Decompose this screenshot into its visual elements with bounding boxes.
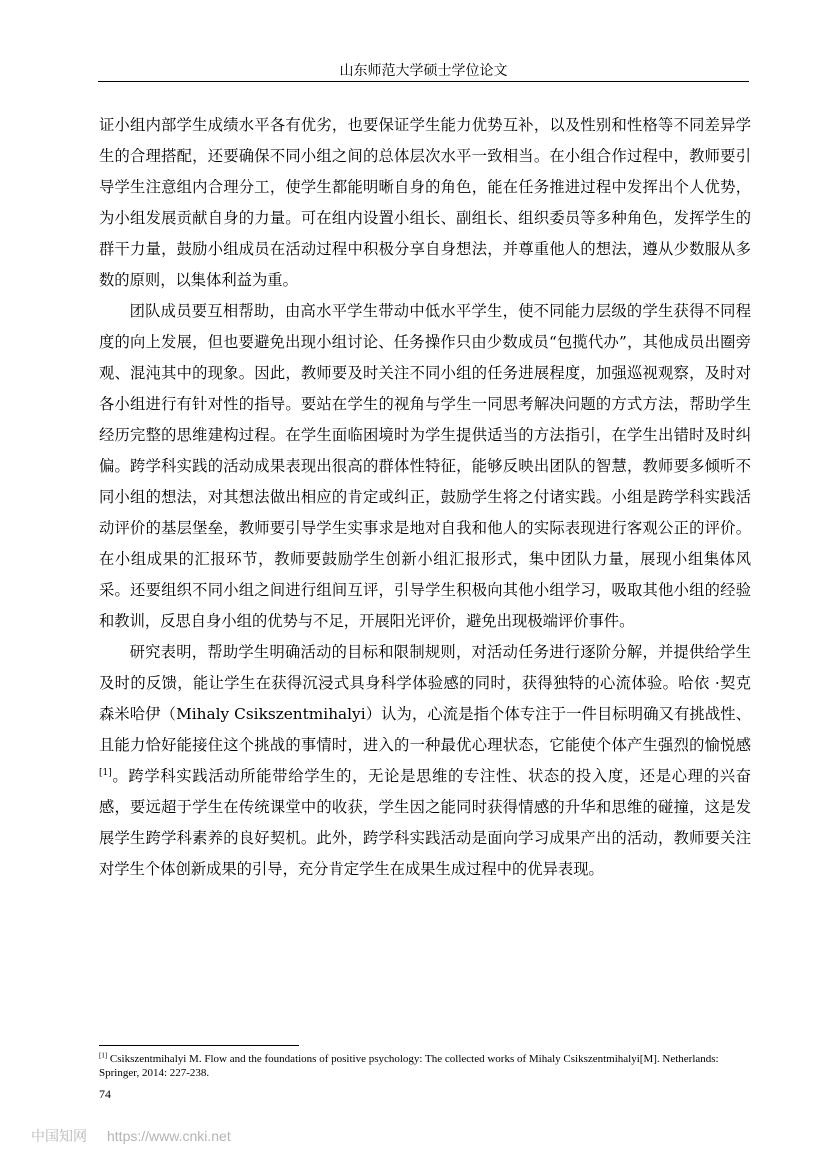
paragraph-2: 团队成员要互相帮助，由高水平学生带动中低水平学生，使不同能力层级的学生获得不同程度的向上发展，但也要避免出现小组讨论、任务操作只由少数成员“包揽代办”，其他成员出圈旁观、混沌其中的现象。因此，教师要及时关注不同小组的任务进展程度，加强巡视观察，及时对各小组进行有针对性的指导。要站在学生的视角与学生一同思考解决问题的方式方法，帮助学生经历完整的思维建构过程。在学生面临困境时为学生提供适当的方法指引，在学生出错时及时纠偏。跨学科实践的活动成果表现出很高的群体性特征，能够反映出团队的智慧，教师要多倾听不同小组的想法，对其想法做出相应的肯定或纠正，鼓励学生将之付诸实践。小组是跨学科实践活动评价的基层堡垒，教师要引导学生实事求是地对自我和他人的实际表现进行客观公正的评价。在小组成果的汇报环节，教师要鼓励学生创新小组汇报形式，集中团队力量，展现小组集体风采。还要组织不同小组之间进行组间互评，引导学生积极向其他小组学习，吸取其他小组的经验和教训，反思自身小组的优势与不足，开展阳光评价，避免出现极端评价事件。	[99, 302, 751, 630]
body-text	[99, 110, 751, 885]
footnote-text: Csikszentmihalyi M. Flow and the foundations of positive psychology: The collected works of Mihaly Csikszentmihalyi[M]. Netherlands: Springer, 2014: 227-238.	[99, 1053, 719, 1079]
paragraph-3	[99, 637, 751, 885]
paragraph-1: 证小组内部学生成绩水平各有优劣，也要保证学生能力优势互补，以及性别和性格等不同差异学生的合理搭配，还要确保不同小组之间的总体层次水平一致相当。在小组合作过程中，教师要引导学生注意组内合理分工，使学生都能明晰自身的角色，能在任务推进过程中发挥出个人优势，为小组发展贡献自身的力量。可在组内设置小组长、副组长、组织委员等多种角色，发挥学生的群干力量，鼓励小组成员在活动过程中积极分享自身想法，并尊重他人的想法，遵从少数服从多数的原则，以集体利益为重。	[99, 116, 751, 289]
watermark	[31, 1128, 231, 1144]
footnote-marker: [1]	[99, 1051, 108, 1060]
page-number: 74	[99, 1087, 111, 1101]
paragraph-3-text-b: 。跨学科实践活动所能带给学生的，无论是思维的专注性、状态的投入度，还是心理的兴奋感，要远超于学生在传统课堂中的收获，学生因之能同时获得情感的升华和思维的碰撞，这是发展学生跨学科素养的良好契机。此外，跨学科实践活动是面向学习成果产出的活动，教师要关注对学生个体创新成果的引导，充分肯定学生在成果生成过程中的优异表现。	[99, 767, 751, 878]
header-rule	[98, 81, 749, 82]
watermark-brand: 中国知网	[31, 1128, 87, 1144]
footnote-rule	[99, 1045, 299, 1046]
citation-ref[interactable]: [1]	[99, 767, 112, 778]
running-header: 山东师范大学硕士学位论文	[339, 63, 508, 79]
footnote	[99, 1052, 751, 1080]
paragraph-3-text-a: 研究表明，帮助学生明确活动的目标和限制规则，对活动任务进行逐阶分解，并提供给学生及时的反馈，能让学生在获得沉浸式具身科学体验感的同时，获得独特的心流体验。哈依 ·契克森米哈伊（Mihaly Csikszentmihalyi）认为，心流是指个体专注于一件目标明确又有挑战性、且能力恰好能接住这个挑战的事情时，进入的一种最优心理状态，它能使个体产生强烈的愉悦感	[99, 643, 751, 754]
watermark-url: https://www.cnki.net	[107, 1128, 231, 1144]
